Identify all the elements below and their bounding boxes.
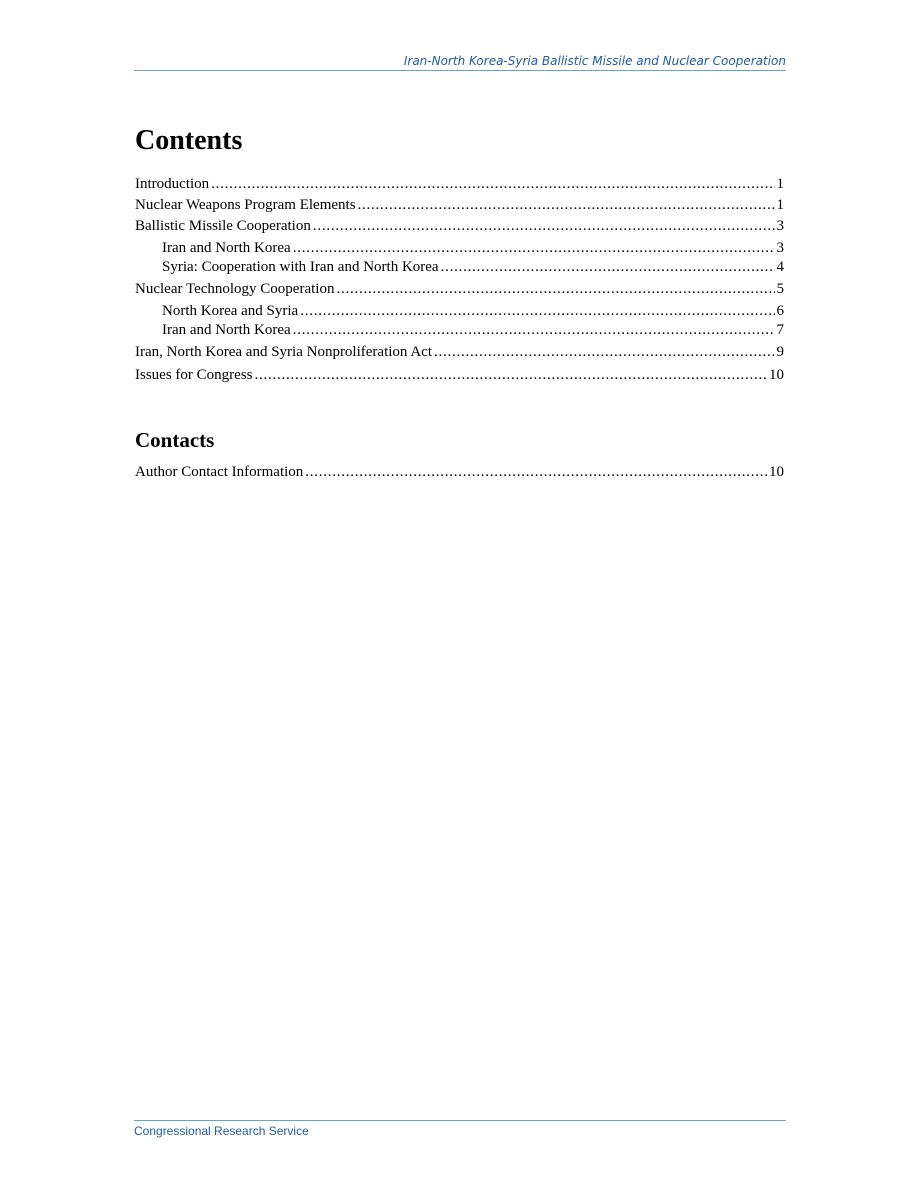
dot-leader bbox=[293, 239, 775, 258]
toc-entry-label: Iran, North Korea and Syria Nonproliferation Act bbox=[135, 344, 432, 360]
toc-entry-label: Iran and North Korea bbox=[162, 240, 291, 256]
toc-entry-label: Introduction bbox=[135, 176, 210, 192]
toc-entry-label: Ballistic Missile Cooperation bbox=[135, 218, 311, 234]
toc-entry-page: 3 bbox=[776, 218, 784, 234]
toc-entry-page: 10 bbox=[769, 367, 784, 383]
toc-entry-label: Nuclear Weapons Program Elements bbox=[135, 197, 356, 213]
running-header: Iran-North Korea-Syria Ballistic Missile and Nuclear Cooperation bbox=[134, 54, 786, 71]
toc-entry-nuclear-weapons-program-elements[interactable] bbox=[135, 195, 784, 216]
contacts-list bbox=[135, 462, 784, 483]
dot-leader bbox=[300, 302, 774, 321]
toc-entry-page: 1 bbox=[776, 176, 784, 192]
toc-entry-iran-and-north-korea-nuclear[interactable] bbox=[135, 321, 784, 340]
toc-entry-page: 7 bbox=[776, 322, 784, 338]
toc-entry-label: North Korea and Syria bbox=[162, 303, 299, 319]
toc-entry-label: Iran and North Korea bbox=[162, 322, 291, 338]
contents-heading: Contents bbox=[135, 125, 243, 156]
dot-leader bbox=[441, 258, 775, 277]
dot-leader bbox=[358, 195, 775, 216]
toc-entry-page: 10 bbox=[769, 464, 784, 480]
dot-leader bbox=[313, 216, 775, 237]
dot-leader bbox=[255, 365, 768, 386]
toc-entry-page: 1 bbox=[776, 197, 784, 213]
toc-entry-label: Nuclear Technology Cooperation bbox=[135, 281, 335, 297]
table-of-contents bbox=[135, 174, 784, 386]
toc-entry-ballistic-missile-cooperation[interactable] bbox=[135, 216, 784, 237]
contacts-heading: Contacts bbox=[135, 428, 215, 452]
toc-entry-issues-for-congress[interactable] bbox=[135, 365, 784, 386]
toc-entry-iran-and-north-korea-missiles[interactable] bbox=[135, 239, 784, 258]
toc-entry-north-korea-and-syria[interactable] bbox=[135, 302, 784, 321]
dot-leader bbox=[434, 342, 775, 363]
toc-entry-page: 4 bbox=[776, 259, 784, 275]
toc-entry-page: 9 bbox=[776, 344, 784, 360]
toc-entry-nonproliferation-act[interactable] bbox=[135, 342, 784, 363]
dot-leader bbox=[293, 321, 775, 340]
toc-entry-page: 3 bbox=[776, 240, 784, 256]
toc-entry-page: 6 bbox=[776, 303, 784, 319]
running-footer: Congressional Research Service bbox=[134, 1120, 786, 1139]
toc-entry-nuclear-technology-cooperation[interactable] bbox=[135, 279, 784, 300]
toc-entry-label: Syria: Cooperation with Iran and North Korea bbox=[162, 259, 439, 275]
dot-leader bbox=[305, 462, 767, 483]
dot-leader bbox=[336, 279, 774, 300]
toc-entry-introduction[interactable] bbox=[135, 174, 784, 195]
toc-entry-syria-cooperation[interactable] bbox=[135, 258, 784, 277]
toc-entry-page: 5 bbox=[776, 281, 784, 297]
dot-leader bbox=[211, 174, 774, 195]
toc-entry-label: Issues for Congress bbox=[135, 367, 253, 383]
toc-entry-label: Author Contact Information bbox=[135, 464, 304, 480]
toc-entry-author-contact-information[interactable] bbox=[135, 462, 784, 483]
